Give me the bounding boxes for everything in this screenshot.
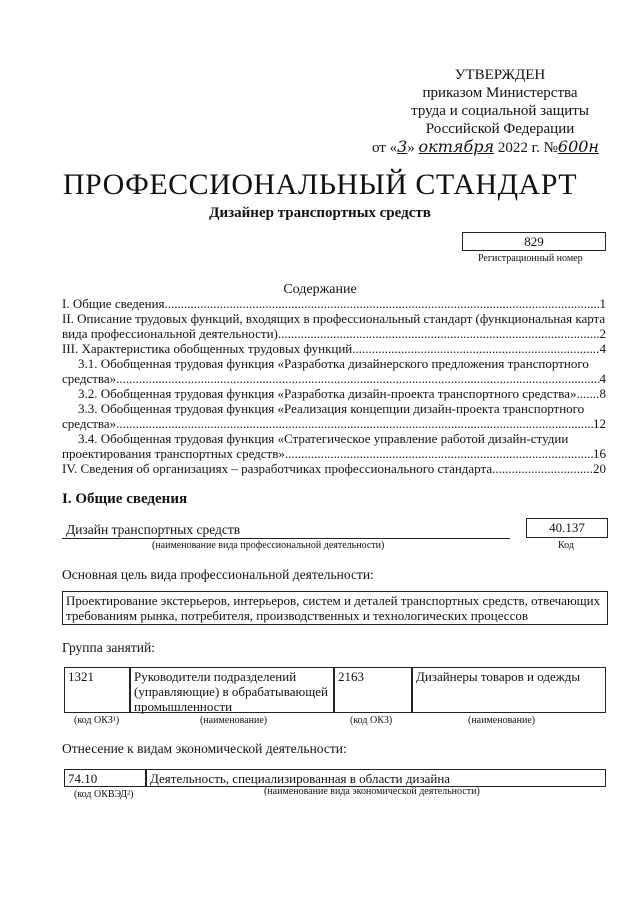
approval-line-1: УТВЕРЖДЕН bbox=[454, 67, 546, 83]
goal-line-2: требованиям рынка, потребителя, производственных и технологических процессов bbox=[66, 608, 528, 623]
toc-title: Содержание bbox=[283, 282, 357, 297]
activity-underline bbox=[62, 538, 510, 539]
group-name-cell: Дизайнеры товаров и одежды bbox=[412, 667, 606, 713]
econ-code-cell: 74.10 bbox=[64, 769, 146, 787]
toc-item[interactable]: проектирования транспортных средств» ..... 16 bbox=[62, 446, 606, 461]
group-name-cell: Руководители подразделений (управляющие) в обрабатывающей промышленности bbox=[130, 667, 334, 713]
approval-line-2: приказом Министерства bbox=[422, 85, 578, 101]
goal-line-1: Проектирование экстерьеров, интерьеров, систем и деталей транспортных средств, отвечающих bbox=[66, 593, 601, 608]
group-caption-code2: (код ОКЗ) bbox=[350, 715, 393, 726]
group-caption-name2: (наименование) bbox=[468, 715, 536, 726]
section-title: I. Общие сведения bbox=[62, 491, 188, 507]
group-caption-code1: (код ОКЗ¹) bbox=[74, 715, 120, 726]
toc-item-text: 3.3. Обобщенная трудовая функция «Реализация концепции дизайн-проекта транспортного bbox=[78, 401, 585, 416]
toc-item[interactable]: 3.2. Обобщенная трудовая функция «Разработка дизайн-проекта транспортного средства» ..... 8 bbox=[78, 386, 606, 401]
code-caption: Код bbox=[558, 540, 574, 551]
econ-caption-name: (наименование вида экономической деятельности) bbox=[264, 786, 480, 797]
activity-caption: (наименование вида профессиональной деятельности) bbox=[152, 540, 385, 551]
group-code-cell: 1321 bbox=[64, 667, 130, 713]
approval-block bbox=[370, 66, 630, 157]
group-label: Группа занятий: bbox=[62, 640, 155, 655]
approval-date-row bbox=[370, 138, 630, 157]
econ-caption-code: (код ОКВЭД²) bbox=[74, 789, 134, 800]
activity-name: Дизайн транспортных средств bbox=[66, 522, 241, 537]
toc-item[interactable]: I. Общие сведения ..... 1 bbox=[62, 296, 606, 311]
econ-name-cell: Деятельность, специализированная в области дизайна bbox=[146, 769, 606, 787]
toc-item-text: 3.4. Обобщенная трудовая функция «Стратегическое управление работой дизайн-студии bbox=[78, 431, 569, 446]
goal-box bbox=[62, 591, 608, 625]
toc-item-text: II. Описание трудовых функций, входящих в профессиональный стандарт (функциональная карта bbox=[62, 311, 606, 326]
toc-item[interactable]: средства» ..... 12 bbox=[62, 416, 606, 431]
document-title: ПРОФЕССИОНАЛЬНЫЙ СТАНДАРТ bbox=[62, 168, 578, 201]
toc-item[interactable]: средства» ..... 4 bbox=[62, 371, 606, 386]
toc-item[interactable]: III. Характеристика обобщенных трудовых функций ..... 4 bbox=[62, 341, 606, 356]
date-month-handwritten: октября bbox=[418, 137, 495, 156]
order-number-handwritten: 600н bbox=[557, 137, 599, 156]
activity-code-box: 40.137 bbox=[526, 518, 608, 538]
date-day-handwritten: 3 bbox=[397, 137, 408, 156]
document-subtitle: Дизайнер транспортных средств bbox=[209, 205, 431, 221]
group-code-cell: 2163 bbox=[334, 667, 412, 713]
toc-item[interactable]: вида профессиональной деятельности) ..... 2 bbox=[62, 326, 606, 341]
econ-label: Отнесение к видам экономической деятельности: bbox=[62, 741, 347, 756]
registration-number-label: Регистрационный номер bbox=[478, 253, 583, 264]
group-caption-name1: (наименование) bbox=[200, 715, 268, 726]
date-prefix: от « bbox=[372, 140, 398, 156]
date-year: 2022 г. № bbox=[497, 140, 558, 156]
approval-line-4: Российской Федерации bbox=[425, 121, 575, 137]
toc-item-text: 3.1. Обобщенная трудовая функция «Разработка дизайнерского предложения транспортного bbox=[78, 356, 589, 371]
registration-number-box: 829 bbox=[462, 232, 606, 251]
approval-line-3: труда и социальной защиты bbox=[411, 103, 589, 119]
date-mid: » bbox=[407, 140, 415, 156]
toc-item[interactable]: IV. Сведения об организациях – разработчиках профессионального стандарта ..... 20 bbox=[62, 461, 606, 476]
goal-label: Основная цель вида профессиональной деятельности: bbox=[62, 567, 374, 582]
